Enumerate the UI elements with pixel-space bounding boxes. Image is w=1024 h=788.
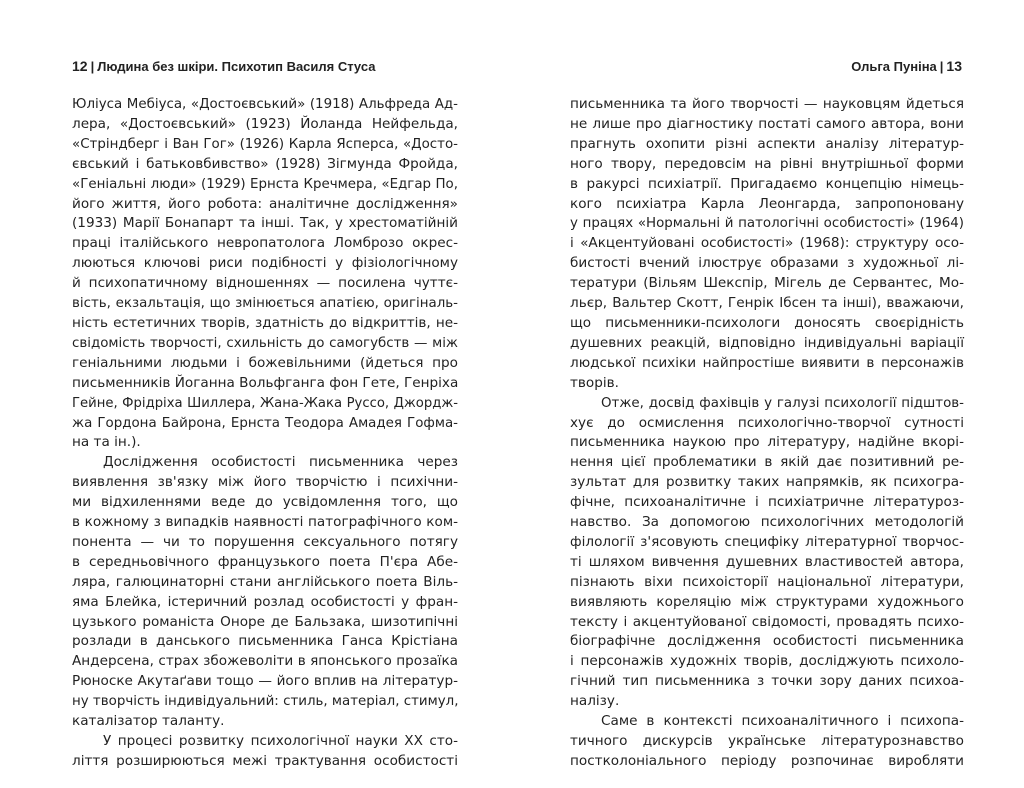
text-line: Саме в контексті психоаналітичного і психопа-	[601, 713, 964, 730]
text-line: тичного дискурсів українське літературознавство	[570, 733, 964, 749]
text-line: Дослідження особистості письменника через	[103, 454, 458, 471]
left-page-number: 12	[72, 58, 88, 74]
text-line: лера, «Достоєвський» (1923) Йоланда Нейфельда,	[72, 115, 458, 132]
text-line: ляра, галюцинаторні стани англійського поета Віль-	[72, 573, 458, 590]
text-line: хує до осмислення психологічно-творчої сутності	[570, 414, 964, 431]
left-running-header	[72, 58, 375, 74]
text-line: У процесі розвитку психологічної науки ХХ сто-	[103, 733, 458, 749]
text-line: ність естетичних творів, здатність до відкриттів, не-	[72, 314, 458, 331]
text-line: на та ін.).	[72, 434, 141, 451]
text-line: налізу.	[570, 693, 620, 710]
text-line: письменників Йоганна Вольфганга фон Гете, Генріха	[72, 374, 459, 391]
text-line: кого психіатра Карла Леонгарда, запропоновану	[570, 195, 964, 212]
text-line: філології з'ясовують специфіку літературної творчос-	[570, 533, 964, 550]
text-line: не лише про діагностику постаті самого автора, вони	[570, 115, 964, 132]
text-line: ми відхиленнями веде до усвідомлення того, що	[72, 494, 458, 511]
text-line: письменника наукою про літературу, надійне вкорі-	[570, 434, 964, 451]
text-line: ного твору, передовсім на рівні внутрішньої форми	[570, 155, 964, 172]
text-line: гічний тип письменника з точки зору даних психоа-	[570, 673, 964, 690]
text-line: в кожному з випадків наявності патографічного ком-	[72, 514, 458, 531]
text-line: євський і батьковбивство» (1928) Зігмунда Фройда,	[72, 155, 458, 172]
text-line: душевних реакцій, відповідно індивідуальні варіації	[570, 334, 964, 351]
text-line: «Геніальні люди» (1929) Ернста Кречмера, «Едгар По,	[72, 176, 458, 192]
text-line: ліття розширюються межі трактування особистості	[72, 752, 458, 769]
right-page-number: 13	[946, 58, 962, 74]
text-line: виявлення зв'язку між його творчістю і психічни-	[72, 474, 458, 491]
text-line: виявляють кореляцію між структурами художнього	[570, 593, 964, 610]
text-line: цузького романіста Оноре де Бальзака, шизотипічні	[72, 613, 458, 630]
text-line: у працях «Нормальні й патологічні особистості» (1964)	[570, 216, 964, 232]
text-line: свідомість творчості, схильність до самогубств — між	[72, 335, 458, 351]
text-line: і «Акцентуйовані особистості» (1968): структуру осо-	[570, 235, 964, 252]
text-line: й психопатичному відношеннях — посилена чуттє-	[72, 275, 458, 292]
text-line: нення цієї проблематики в якій дає позитивний ре-	[570, 454, 964, 471]
text-line: «Стріндберг і Ван Гог» (1926) Карла Ясперса, «Досто-	[72, 136, 458, 152]
text-line: творів.	[570, 374, 619, 391]
author-name: Ольга Пуніна	[851, 59, 937, 74]
text-line: люються ключові риси подібності у фізіологічному	[72, 255, 458, 272]
text-line: Рюноске Акутаґави тощо — його вплив на літератур-	[72, 673, 458, 690]
text-line: понента — чи то порушення сексуального потягу	[72, 533, 458, 550]
text-line: розлади в данського письменника Ганса Крістіана	[72, 633, 458, 650]
text-line: бистості вчений ілюструє образами з художньої лі-	[570, 255, 964, 272]
text-line: Андерсена, страх збожеволіти в японського прозаїка	[72, 653, 458, 670]
text-line: праці італійського невропатолога Ломброзо окрес-	[72, 235, 458, 252]
right-body-text	[570, 95, 964, 772]
text-line: (1933) Марії Бонапарт та інші. Так, у хрестоматійній	[72, 215, 458, 232]
text-line: яма Блейка, істеричний розлад особистості у фран-	[72, 593, 458, 610]
running-title: Людина без шкіри. Психотип Василя Стуса	[97, 59, 376, 74]
header-separator: |	[90, 59, 95, 74]
text-line: ну творчість індивідуальний: стиль, матеріал, стимул,	[72, 694, 459, 710]
text-line: пізнають віхи психоісторії національної літератури,	[570, 573, 964, 590]
text-line: Отже, досвід фахівців у галузі психології підштов-	[601, 395, 964, 411]
text-line: і персонажів художніх творів, досліджують психоло-	[570, 653, 964, 670]
text-line: льєр, Вальтер Скотт, Генрік Ібсен та інші), вважаючи,	[570, 295, 964, 312]
text-line: прагнуть охопити різні аспекти аналізу літератур-	[570, 135, 964, 152]
text-line: в середньовічного французького поета П'єра Абе-	[72, 553, 458, 570]
left-body-text	[72, 95, 458, 772]
text-line: жа Гордона Байрона, Ернста Теодора Амадея Гофма-	[72, 415, 458, 431]
header-separator: |	[939, 59, 944, 74]
text-line: Гейне, Фрідріха Шиллера, Жана-Жака Руссо, Джордж-	[72, 395, 458, 411]
text-line: що письменники-психологи доносять своєрідність	[570, 314, 964, 331]
text-line: каталізатор таланту.	[72, 713, 225, 730]
text-line: його життя, його робота: аналітичне дослідження»	[72, 195, 458, 212]
text-line: навство. За допомогою психологічних методологій	[570, 514, 964, 531]
text-line: вість, екзальтація, що змінюється апатією, оригіналь-	[72, 296, 458, 312]
text-line: ті шляхом вивчення душевних властивостей автора,	[570, 553, 964, 570]
text-line: тексту і акцентуйованої свідомості, провадять психо-	[570, 613, 964, 630]
text-line: постколоніального періоду розпочинає виробляти	[570, 752, 964, 769]
text-line: Юліуса Мебіуса, «Достоєвський» (1918) Альфреда Ад-	[72, 97, 458, 112]
text-line: геніальними людьми і божевільними (йдеться про	[72, 354, 458, 371]
text-line: в ракурсі психіатрії. Пригадаємо концепцію німець-	[570, 175, 964, 192]
text-line: фічне, психоаналітичне і психіатричне літературоз-	[570, 494, 964, 511]
text-line: письменника та його творчості — науковцям йдеться	[570, 96, 964, 112]
text-line: людської психіки найпростіше виявити в персонажів	[570, 354, 964, 371]
text-line: зультат для розвитку таких напрямків, як психогра-	[570, 474, 964, 491]
right-running-header	[851, 58, 962, 74]
text-line: тератури (Вільям Шекспір, Мігель де Сервантес, Мо-	[570, 275, 964, 292]
right-page	[512, 0, 1024, 788]
text-line: біографічне дослідження особистості письменника	[570, 633, 964, 650]
